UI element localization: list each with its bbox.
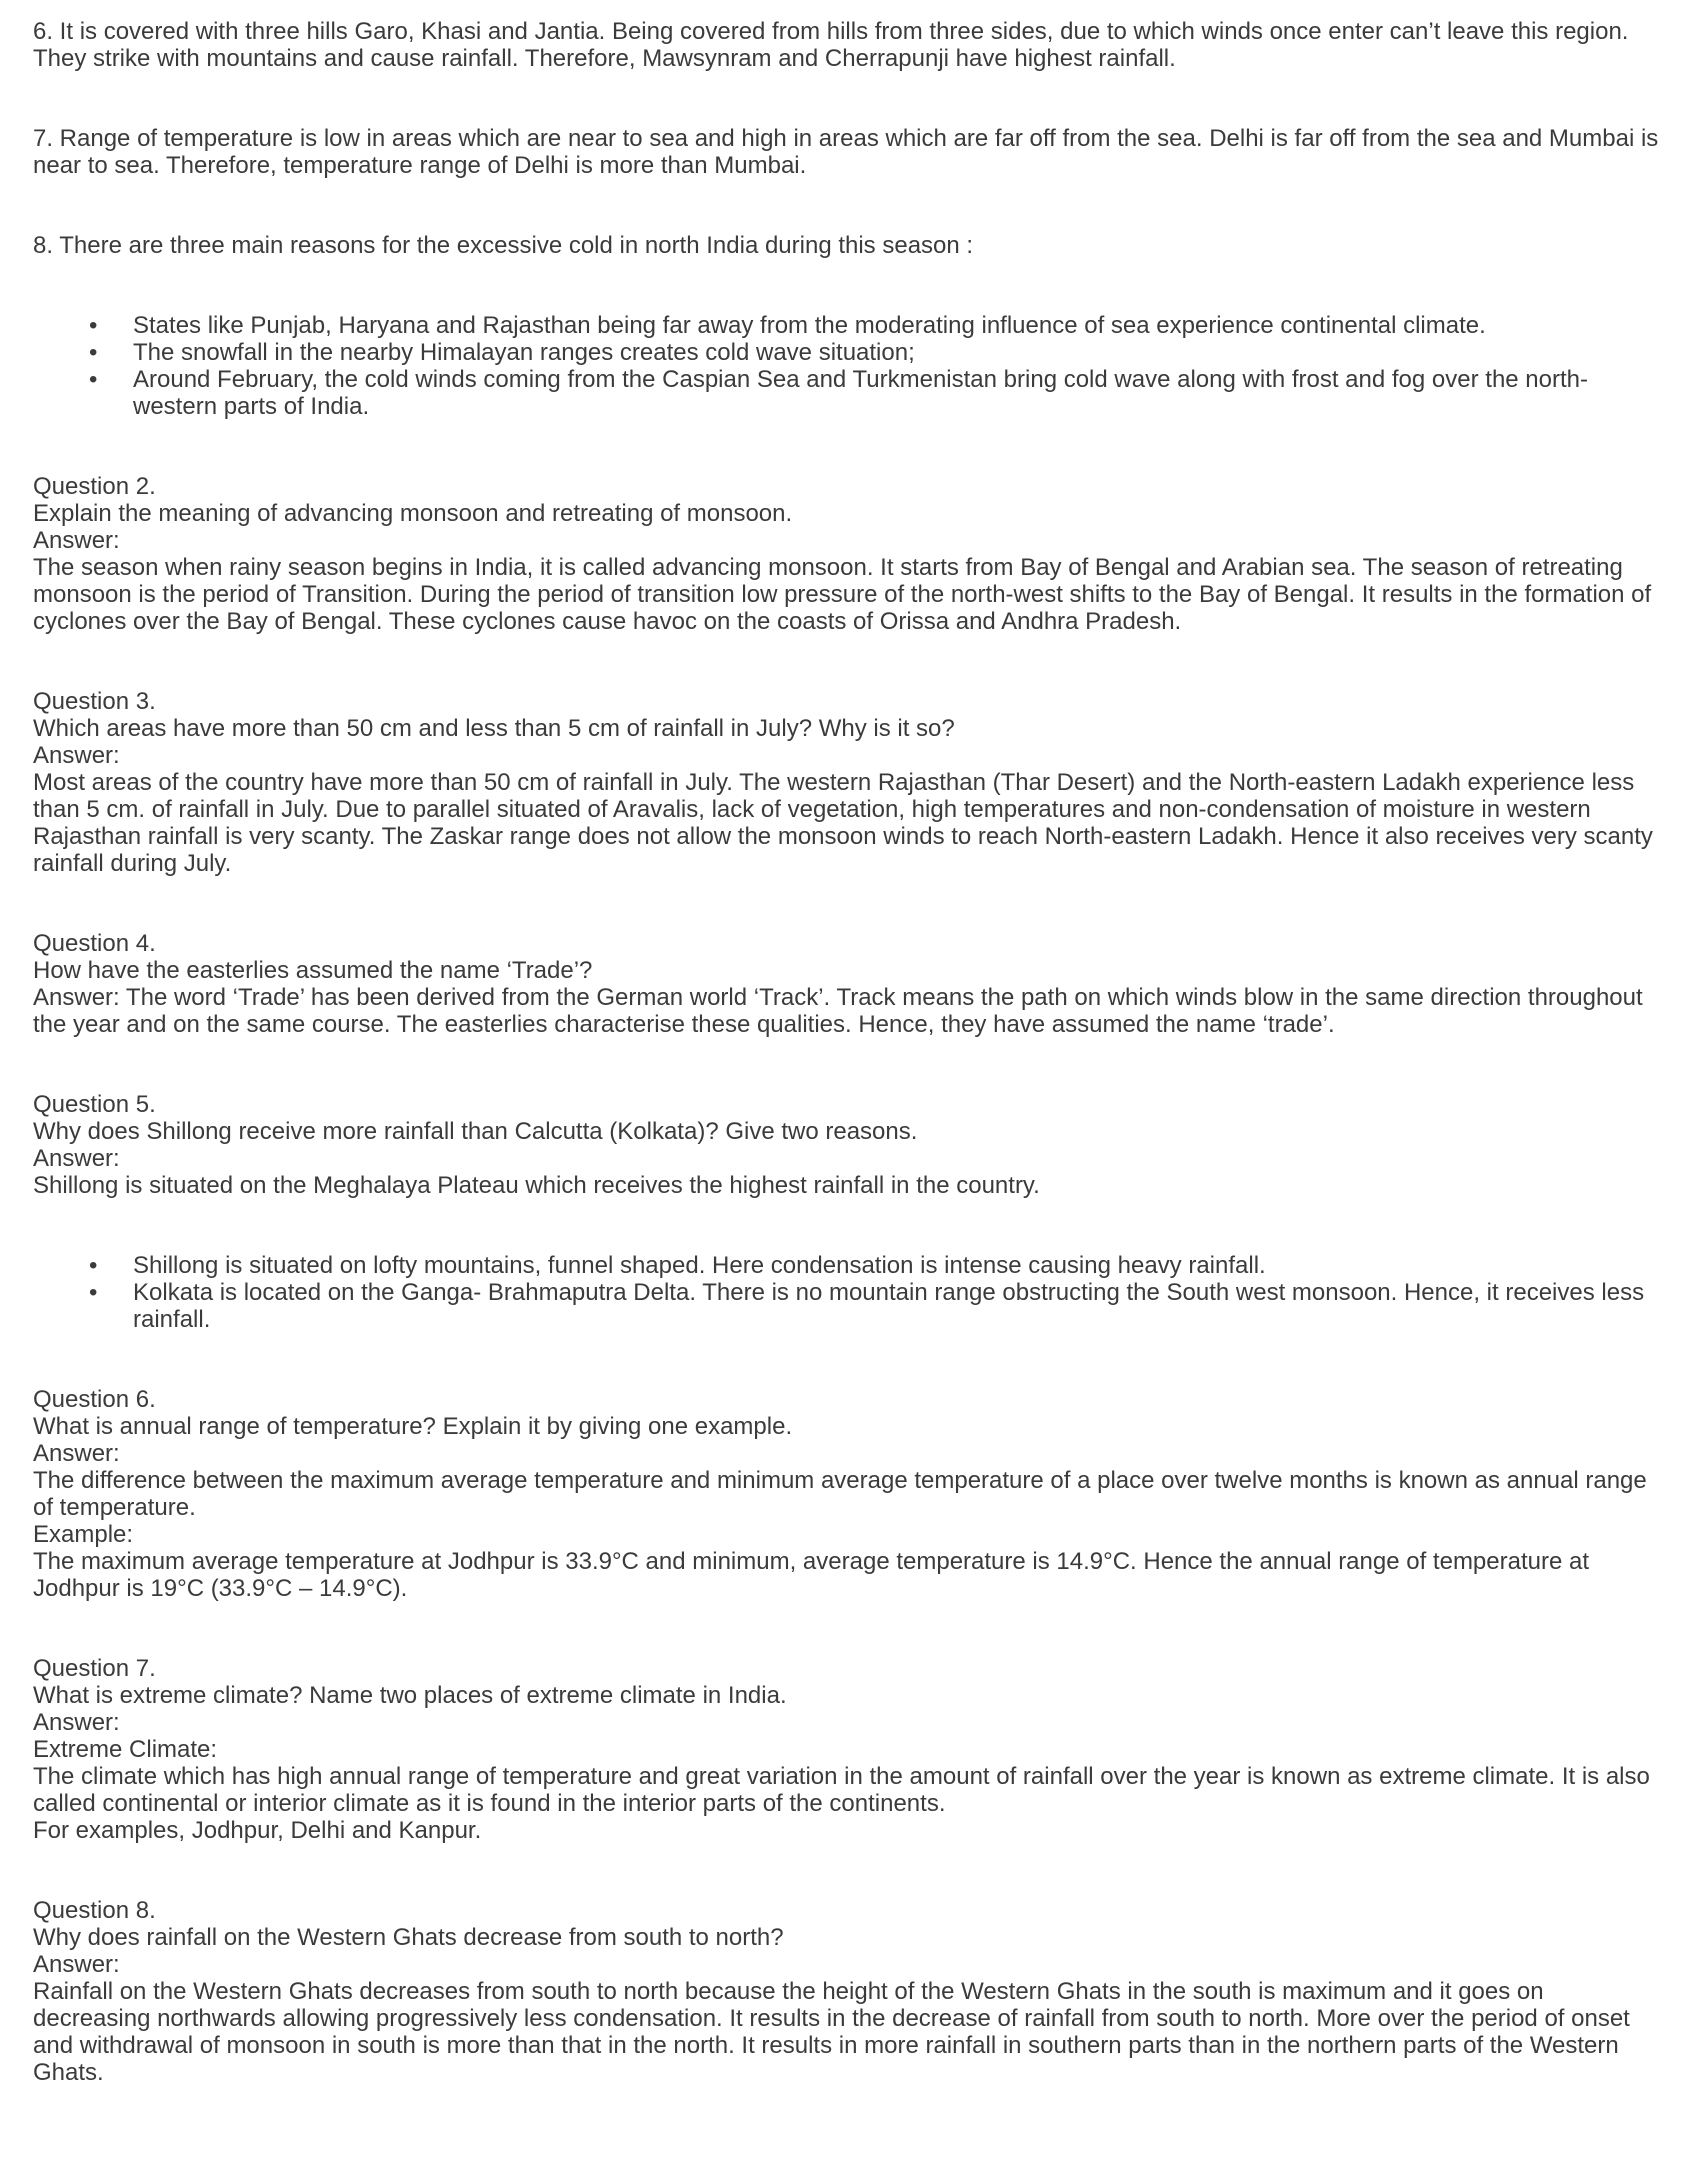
question-5-bullet-list: [33, 1252, 1662, 1333]
question-2-block: [33, 473, 1662, 635]
point-8-heading-text: 8. There are three main reasons for the excessive cold in north India during this season :: [33, 232, 974, 259]
question-text: What is extreme climate? Name two places of extreme climate in India.: [33, 1682, 787, 1709]
question-text: How have the easterlies assumed the name ‘Trade’?: [33, 957, 593, 984]
paragraph-point-8-heading: [33, 232, 1662, 259]
bullet-text: Shillong is situated on lofty mountains, funnel shaped. Here condensation is intense causing heavy rainfall.: [133, 1252, 1266, 1279]
answer-text: The difference between the maximum average temperature and minimum average temperature of a place over twelve months is known as annual range of temperature.: [33, 1467, 1647, 1521]
answer-label: Answer:: [33, 527, 120, 554]
answer-text: Shillong is situated on the Meghalaya Plateau which receives the highest rainfall in the country.: [33, 1172, 1040, 1199]
question-text: Why does Shillong receive more rainfall than Calcutta (Kolkata)? Give two reasons.: [33, 1118, 918, 1145]
point-8-bullet-list: [33, 312, 1662, 420]
question-title: Question 6.: [33, 1386, 156, 1413]
answer-text: The climate which has high annual range of temperature and great variation in the amount of rainfall over the year is known as extreme climate. It is also called continental or interior climate as it is found in the interior parts of the continents.: [33, 1763, 1650, 1817]
answer-label: Answer:: [33, 1951, 120, 1978]
question-7-block: [33, 1655, 1662, 1844]
question-title: Question 2.: [33, 473, 156, 500]
example-text: The maximum average temperature at Jodhpur is 33.9°C and minimum, average temperature is 14.9°C. Hence the annual range of temperature at Jodhpur is 19°C (33.9°C – 14.9°C).: [33, 1548, 1590, 1602]
paragraph-point-7: [33, 125, 1662, 179]
question-text: Why does rainfall on the Western Ghats decrease from south to north?: [33, 1924, 784, 1951]
question-8-block: [33, 1897, 1662, 2086]
point-6-text: 6. It is covered with three hills Garo, Khasi and Jantia. Being covered from hills from three sides, due to which winds once enter can’t leave this region. They strike with mountains and cause rainfall. Therefore, Mawsynram and Cherrapunji have highest rainfall.: [33, 18, 1629, 72]
point-7-text: 7. Range of temperature is low in areas which are near to sea and high in areas which are far off from the sea. Delhi is far off from the sea and Mumbai is near to sea. Therefore, temperature range of Delhi is more than Mumbai.: [33, 125, 1659, 179]
question-title: Question 3.: [33, 688, 156, 715]
bullet-text: Kolkata is located on the Ganga- Brahmaputra Delta. There is no mountain range obstructing the South west monsoon. Hence, it receives less rainfall.: [133, 1279, 1645, 1333]
list-item: [133, 312, 1662, 339]
answer-label: Answer:: [33, 742, 120, 769]
question-4-block: [33, 930, 1662, 1038]
answer-text: Answer: The word ‘Trade’ has been derived from the German world ‘Track’. Track means the path on which winds blow in the same direction throughout the year and on the same course. The easterlies characterise these qualities. Hence, they have assumed the name ‘trade’.: [33, 984, 1643, 1038]
answer-text: The season when rainy season begins in India, it is called advancing monsoon. It starts from Bay of Bengal and Arabian sea. The season of retreating monsoon is the period of Transition. During the period of transition low pressure of the north-west shifts to the Bay of Bengal. It results in the formation of cyclones over the Bay of Bengal. These cyclones cause havoc on the coasts of Orissa and Andhra Pradesh.: [33, 554, 1652, 635]
answer-subheading: Extreme Climate:: [33, 1736, 218, 1763]
question-text: Which areas have more than 50 cm and less than 5 cm of rainfall in July? Why is it so?: [33, 715, 955, 742]
question-title: Question 5.: [33, 1091, 156, 1118]
list-item: [133, 366, 1662, 420]
answer-label: Answer:: [33, 1145, 120, 1172]
list-item: [133, 1252, 1662, 1279]
answer-label: Answer:: [33, 1440, 120, 1467]
question-title: Question 4.: [33, 930, 156, 957]
question-6-block: [33, 1386, 1662, 1602]
bullet-text: States like Punjab, Haryana and Rajasthan being far away from the moderating influence of sea experience continental climate.: [133, 312, 1486, 339]
question-text: What is annual range of temperature? Explain it by giving one example.: [33, 1413, 793, 1440]
question-title: Question 8.: [33, 1897, 156, 1924]
examples-text: For examples, Jodhpur, Delhi and Kanpur.: [33, 1817, 482, 1844]
bullet-text: Around February, the cold winds coming from the Caspian Sea and Turkmenistan bring cold wave along with frost and fog over the north-western parts of India.: [133, 366, 1588, 420]
paragraph-point-6: [33, 18, 1662, 72]
list-item: [133, 1279, 1662, 1333]
question-text: Explain the meaning of advancing monsoon and retreating of monsoon.: [33, 500, 793, 527]
answer-text: Most areas of the country have more than 50 cm of rainfall in July. The western Rajasthan (Thar Desert) and the North-eastern Ladakh experience less than 5 cm. of rainfall in July. Due to parallel situated of Aravalis, lack of vegetation, high temperatures and non-condensation of moisture in western Rajasthan rainfall is very scanty. The Zaskar range does not allow the monsoon winds to reach North-eastern Ladakh. Hence it also receives very scanty rainfall during July.: [33, 769, 1653, 877]
question-5-block: [33, 1091, 1662, 1199]
answer-label: Answer:: [33, 1709, 120, 1736]
question-3-block: [33, 688, 1662, 877]
answer-text: Rainfall on the Western Ghats decreases from south to north because the height of the Western Ghats in the south is maximum and it goes on decreasing northwards allowing progressively less condensation. It results in the decrease of rainfall from south to north. More over the period of onset and withdrawal of monsoon in south is more than that in the north. It results in more rainfall in southern parts than in the northern parts of the Western Ghats.: [33, 1978, 1630, 2086]
document-page: [33, 18, 1662, 2086]
question-title: Question 7.: [33, 1655, 156, 1682]
bullet-text: The snowfall in the nearby Himalayan ranges creates cold wave situation;: [133, 339, 915, 366]
list-item: [133, 339, 1662, 366]
example-label: Example:: [33, 1521, 134, 1548]
